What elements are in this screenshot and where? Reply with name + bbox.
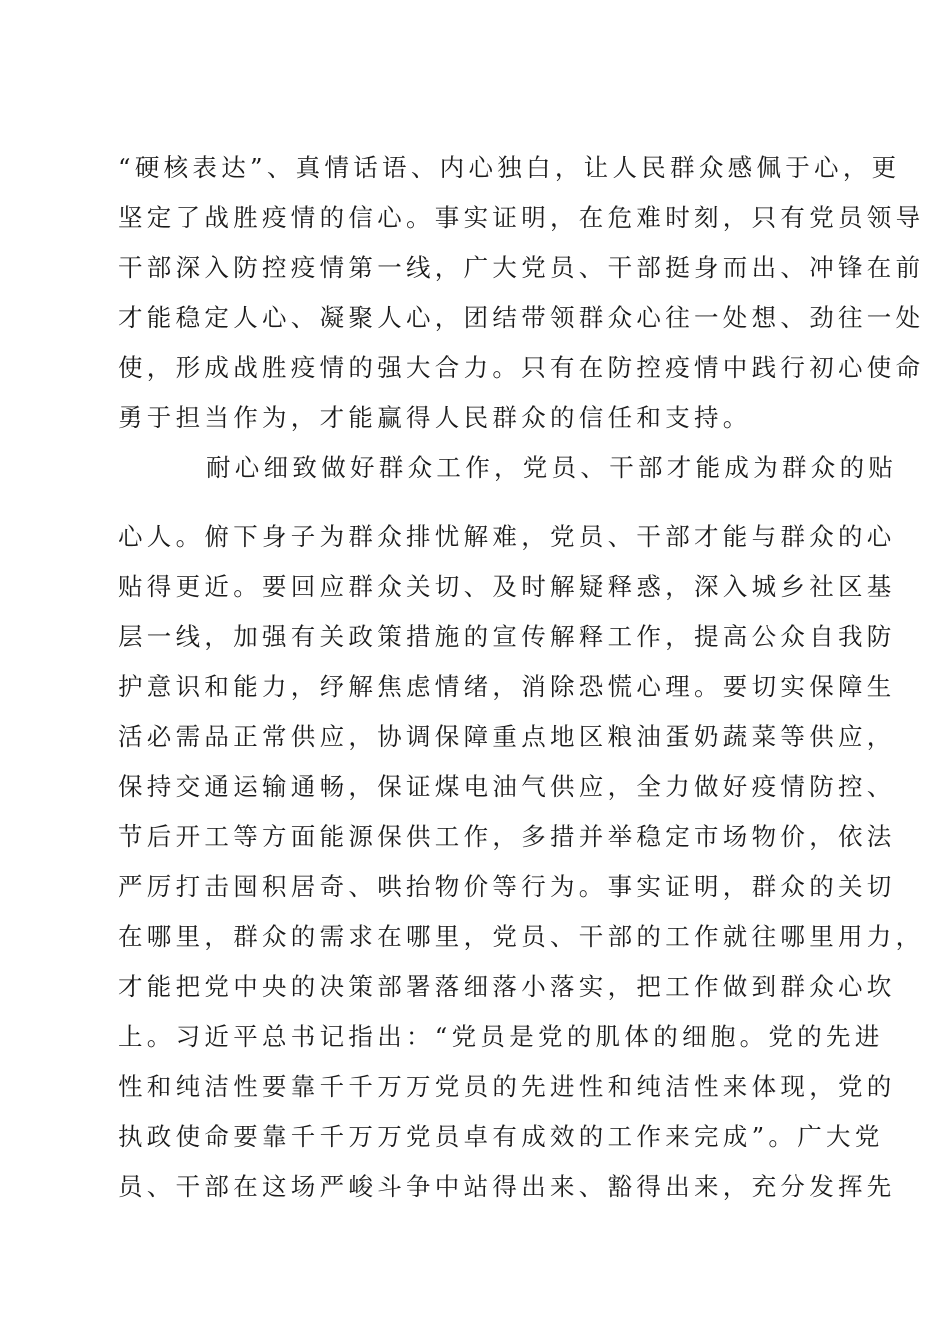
- text-line: 保持交通运输通畅，保证煤电油气供应，全力做好疫情防控、: [118, 772, 896, 801]
- paragraph-heading: 耐心细致做好群众工作，党员、干部才能成为群众的贴: [206, 453, 898, 482]
- text-line: 严厉打击囤积居奇、哄抬物价等行为。事实证明，群众的关切: [118, 872, 896, 901]
- text-line: 心人。俯下身子为群众排忧解难，党员、干部才能与群众的心: [118, 522, 896, 551]
- text-line: 活必需品正常供应，协调保障重点地区粮油蛋奶蔬菜等供应，: [118, 722, 896, 751]
- text-line: 性和纯洁性要靠千千万万党员的先进性和纯洁性来体现，党的: [118, 1072, 896, 1101]
- text-line: 坚定了战胜疫情的信心。事实证明，在危难时刻，只有党员领导: [118, 203, 925, 232]
- text-line: 才能把党中央的决策部署落细落小落实，把工作做到群众心坎: [118, 972, 896, 1001]
- text-line: 勇于担当作为，才能赢得人民群众的信任和支持。: [118, 403, 752, 432]
- text-line: 上。习近平总书记指出：“党员是党的肌体的细胞。党的先进: [118, 1022, 884, 1051]
- text-line: 节后开工等方面能源保供工作，多措并举稳定市场物价，依法: [118, 822, 896, 851]
- text-line: 层一线，加强有关政策措施的宣传解释工作，提高公众自我防: [118, 622, 896, 651]
- text-line: “硬核表达”、真情话语、内心独白，让人民群众感佩于心，更: [118, 153, 901, 182]
- text-line: 贴得更近。要回应群众关切、及时解疑释惑，深入城乡社区基: [118, 572, 896, 601]
- text-line: 才能稳定人心、凝聚人心，团结带领群众心往一处想、劲往一处: [118, 303, 925, 332]
- text-line: 在哪里，群众的需求在哪里，党员、干部的工作就往哪里用力，: [118, 922, 925, 951]
- text-line: 使，形成战胜疫情的强大合力。只有在防控疫情中践行初心使命: [118, 353, 925, 382]
- text-line: 干部深入防控疫情第一线，广大党员、干部挺身而出、冲锋在前: [118, 253, 925, 282]
- text-line: 员、干部在这场严峻斗争中站得出来、豁得出来，充分发挥先: [118, 1172, 896, 1201]
- text-line: 护意识和能力，纾解焦虑情绪，消除恐慌心理。要切实保障生: [118, 672, 896, 701]
- text-line: 执政使命要靠千千万万党员卓有成效的工作来完成”。广大党: [118, 1122, 884, 1151]
